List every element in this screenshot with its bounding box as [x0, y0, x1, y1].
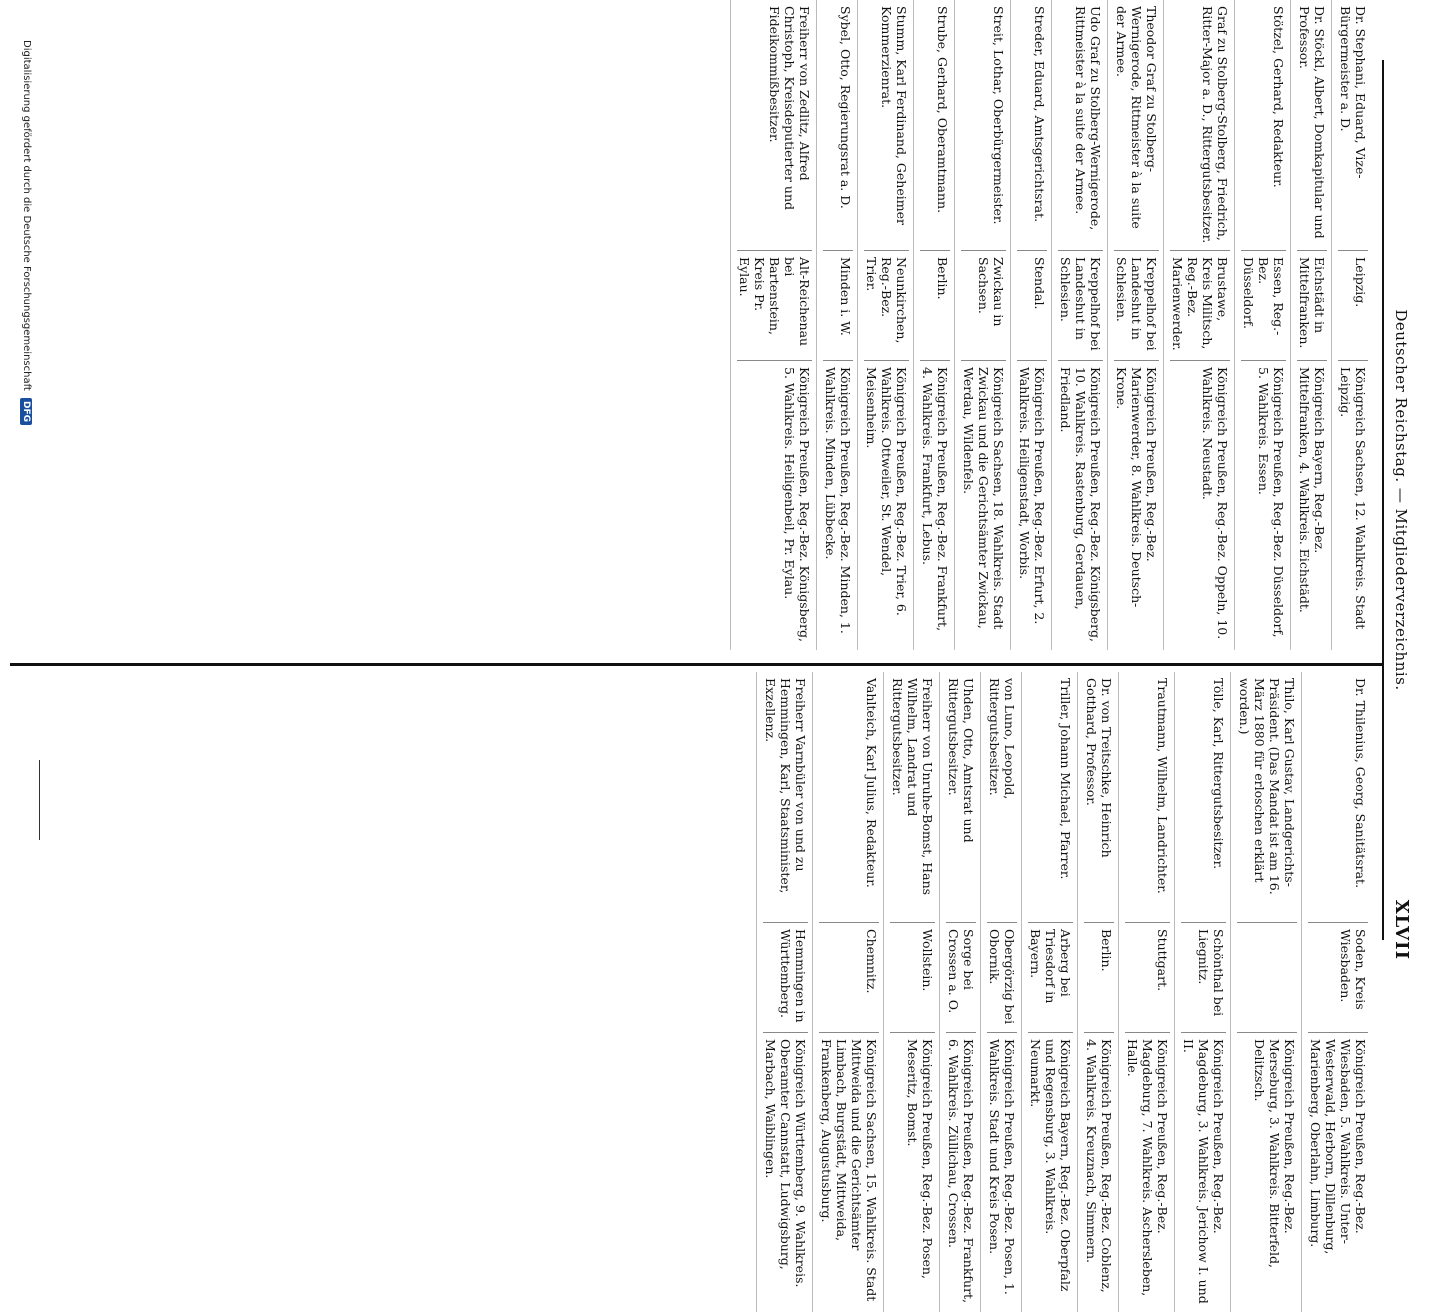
- member-residence: Eichstädt in Mittelfranken.: [1297, 250, 1327, 360]
- member-residence: [1237, 922, 1297, 1032]
- right-column: [756, 672, 1372, 1312]
- member-name: Udo Graf zu Stolberg-Wernigerode, Rittmeister à la suite der Armee.: [1073, 6, 1103, 231]
- member-name: Streder, Eduard, Amtsgerichtsrat.: [1032, 6, 1047, 223]
- bottom-rule: [39, 760, 40, 840]
- page-number: XLVII: [1391, 899, 1412, 960]
- member-district: Königreich Württemberg, 9. Wahlkreis. Oberamter Cannstatt, Ludwigsburg, Marbach, Waiblingen.: [763, 1032, 808, 1312]
- member-residence: Stendal.: [1017, 250, 1047, 360]
- member-district: Königreich Preußen, Reg.-Bez. Oppeln, 10. Wahlkreis. Neustadt.: [1170, 360, 1230, 650]
- member-district: Königreich Preußen, Reg.-Bez. Königsberg, 10. Wahlkreis. Rastenburg, Gerdauen, Friedland.: [1058, 360, 1103, 650]
- member-name: Dr. von Treitschke, Heinrich Gotthard, Professor.: [1084, 678, 1114, 858]
- member-name: Freiherr Varnbüler von und zu Hemmingen, Karl, Staatsminister, Exzellenz.: [763, 678, 808, 894]
- member-name: Sybel, Otto, Regierungsrat a. D.: [838, 6, 853, 209]
- member-residence: Kreppelhof bei Landeshut in Schlesien.: [1114, 250, 1159, 360]
- member-district: Königreich Preußen, Reg.-Bez. Magdeburg, 3. Wahlkreis. Jerichow I. und II.: [1181, 1032, 1226, 1312]
- member-residence: Soden, Kreis Wiesbaden.: [1308, 922, 1368, 1032]
- table-row: [980, 672, 1021, 1312]
- member-district: Königreich Preußen, Reg.-Bez. Magdeburg, 7. Wahlkreis. Aschersleben, Halle.: [1125, 1032, 1170, 1312]
- member-residence: Hemmingen in Württemberg.: [763, 922, 808, 1032]
- table-row: [1107, 0, 1163, 650]
- member-name: Tölle, Karl, Rittergutsbesitzer.: [1211, 678, 1226, 870]
- member-residence: Chemnitz.: [819, 922, 879, 1032]
- member-residence: Minden i. W.: [823, 250, 853, 360]
- header-rule: [1382, 60, 1384, 940]
- table-row: [816, 0, 857, 650]
- table-row: [1010, 0, 1051, 650]
- member-district: Königreich Bayern, Reg.-Bez. Mittelfranken, 4. Wahlkreis. Eichstädt.: [1297, 360, 1327, 650]
- member-district: Königreich Preußen, Reg.-Bez. Königsberg, 5. Wahlkreis. Heiligenbeil, Pr. Eylau.: [737, 360, 812, 650]
- member-district: Königreich Preußen, Reg.-Bez. Frankfurt, 6. Wahlkreis. Züllichau, Crossen.: [946, 1032, 976, 1312]
- table-row: [1174, 672, 1230, 1312]
- table-row: [1021, 672, 1077, 1312]
- member-district: Königreich Preußen, Reg.-Bez. Posen, 1. Wahlkreis. Stadt und Kreis Posen.: [987, 1032, 1017, 1312]
- table-row: [954, 0, 1010, 650]
- member-residence: Obergörzig bei Obornik.: [987, 922, 1017, 1032]
- member-residence: Wollstein.: [890, 922, 935, 1032]
- member-residence: Brustawe, Kreis Militsch, Reg.-Bez. Marienwerder.: [1170, 250, 1230, 360]
- member-residence: Stuttgart.: [1125, 922, 1170, 1032]
- table-row: [1077, 672, 1118, 1312]
- table-row: [857, 0, 913, 650]
- member-district: Königreich Preußen, Reg.-Bez. Düsseldorf, 5. Wahlkreis. Essen.: [1241, 360, 1286, 650]
- dfg-logo: DFG: [20, 398, 32, 425]
- member-residence: Arberg bei Triesdorf in Bayern.: [1028, 922, 1073, 1032]
- page-title: Deutscher Reichstag. — Mitgliederverzeichnis.: [1392, 309, 1410, 691]
- member-name: von Luno, Leopold, Rittergutsbesitzer.: [987, 678, 1017, 800]
- member-residence: Schönthal bei Liegnitz.: [1181, 922, 1226, 1032]
- member-name: Thilo, Karl Gustav, Landgerichts-Präsident. (Das Mandat ist am 16. März 1880 für erloschen erklärt worden.): [1237, 678, 1297, 895]
- member-residence: Leipzig.: [1338, 250, 1368, 360]
- member-residence: Zwickau in Sachsen.: [961, 250, 1006, 360]
- credit-text: Digitalisierung gefördert durch die Deutsche Forschungsgemeinschaft: [21, 40, 32, 391]
- member-district: Königreich Sachsen, 15. Wahlkreis. Stadt Mittweida und die Gerichtsämter Limbach, Burgstädt, Mittweida, Frankenberg, Augustusburg.: [819, 1032, 879, 1312]
- table-row: [1051, 0, 1107, 650]
- table-row: [1290, 0, 1331, 650]
- table-row: [1301, 672, 1372, 1312]
- page-header: [1386, 40, 1414, 960]
- table-row: [883, 672, 939, 1312]
- member-name: Strube, Gerhard, Oberamtmann.: [935, 6, 950, 214]
- table-row: [1118, 672, 1174, 1312]
- member-district: Königreich Preußen, Reg.-Bez. Coblenz, 4. Wahlkreis. Kreuznach, Simmern.: [1084, 1032, 1114, 1312]
- member-name: Theodor Graf zu Stolberg-Wernigerode, Rittmeister à la suite der Armee.: [1114, 6, 1159, 229]
- column-divider: [10, 663, 1384, 666]
- member-name: Dr. Thilenius, Georg, Sanitätsrat.: [1353, 678, 1368, 889]
- member-district: Königreich Preußen, Reg.-Bez. Frankfurt, 4. Wahlkreis. Frankfurt, Lebus.: [920, 360, 950, 650]
- member-residence: Kreppelhof bei Landeshut in Schlesien.: [1058, 250, 1103, 360]
- member-name: Freiherr von Unruhe-Bomst, Hans Wilhelm, Landrat und Rittergutsbesitzer.: [890, 678, 935, 896]
- member-name: Freiherr von Zedlitz, Alfred Christoph, Kreisdeputierter und Fideikommißbesitzer.: [767, 6, 812, 210]
- member-district: Königreich Preußen, Reg.-Bez. Wiesbaden, 5. Wahlkreis. Unter-Westerwald, Herborn, Dillenburg, Marienberg, Oberlahn, Limburg.: [1308, 1032, 1368, 1312]
- member-district: Königreich Preußen, Reg.-Bez. Posen, Meseritz, Bomst.: [890, 1032, 935, 1312]
- member-residence: Sorge bei Crossen a. O.: [946, 922, 976, 1032]
- member-name: Vahlteich, Karl Julius, Redakteur.: [864, 678, 879, 888]
- member-name: Graf zu Stolberg-Stolberg, Friedrich, Ritter-Major a. D., Rittergutsbesitzer.: [1200, 6, 1230, 244]
- member-district: Königreich Sachsen, 12. Wahlkreis. Stadt Leipzig.: [1338, 360, 1368, 650]
- member-name: Stötzel, Gerhard, Redakteur.: [1271, 6, 1286, 188]
- member-residence: Neunkirchen, Reg.-Bez. Trier.: [864, 250, 909, 360]
- table-row: [1234, 0, 1290, 650]
- footer-credit: [20, 0, 32, 1040]
- member-district: Königreich Preußen, Reg.-Bez. Marienwerder, 8. Wahlkreis. Deutsch-Krone.: [1114, 360, 1159, 650]
- member-district: Königreich Preußen, Reg.-Bez. Trier, 6. Wahlkreis. Ottweiler, St. Wendel, Meisenheim.: [864, 360, 909, 650]
- member-district: Königreich Preußen, Reg.-Bez. Merseburg, 3. Wahlkreis. Bitterfeld, Delitzsch.: [1237, 1032, 1297, 1312]
- member-residence: Alt-Reichenau bei Bartenstein, Kreis Pr. Eylau.: [737, 250, 812, 360]
- member-residence: Essen, Reg.-Bez. Düsseldorf.: [1241, 250, 1286, 360]
- table-row: [1331, 0, 1372, 650]
- member-residence: Berlin.: [920, 250, 950, 360]
- member-district: Königreich Preußen, Reg.-Bez. Erfurt, 2. Wahlkreis. Heiligenstadt, Worbis.: [1017, 360, 1047, 650]
- table-row: [1230, 672, 1301, 1312]
- table-row: [756, 672, 812, 1312]
- table-row: [730, 0, 816, 650]
- member-district: Königreich Bayern, Reg.-Bez. Oberpfalz und Regensburg, 3. Wahlkreis. Neumarkt.: [1028, 1032, 1073, 1312]
- member-name: Dr. Stephani, Eduard, Vize-Bürgermeister a. D.: [1338, 6, 1368, 179]
- table-row: [1163, 0, 1234, 650]
- member-name: Dr. Stöckl, Albert, Domkapitular und Professor.: [1297, 6, 1327, 239]
- member-name: Triller, Johann Michael, Pfarrer.: [1058, 678, 1073, 880]
- member-name: Uhden, Otto, Amtsrat und Rittergutsbesitzer.: [946, 678, 976, 843]
- table-row: [812, 672, 883, 1312]
- member-residence: Berlin.: [1084, 922, 1114, 1032]
- table-row: [939, 672, 980, 1312]
- table-row: [913, 0, 954, 650]
- member-name: Stumm, Karl Ferdinand, Geheimer Kommerzienrat.: [879, 6, 909, 225]
- member-district: Königreich Sachsen, 18. Wahlkreis. Stadt Zwickau und die Gerichtsämter Zwickau, Werdau, Wildenfels.: [961, 360, 1006, 650]
- member-district: Königreich Preußen, Reg.-Bez. Minden, 1. Wahlkreis. Minden, Lübbecke.: [823, 360, 853, 650]
- member-name: Streit, Lothar, Oberbürgermeister.: [991, 6, 1006, 225]
- member-name: Trautmann, Wilhelm, Landrichter.: [1155, 678, 1170, 894]
- left-column: [730, 0, 1372, 650]
